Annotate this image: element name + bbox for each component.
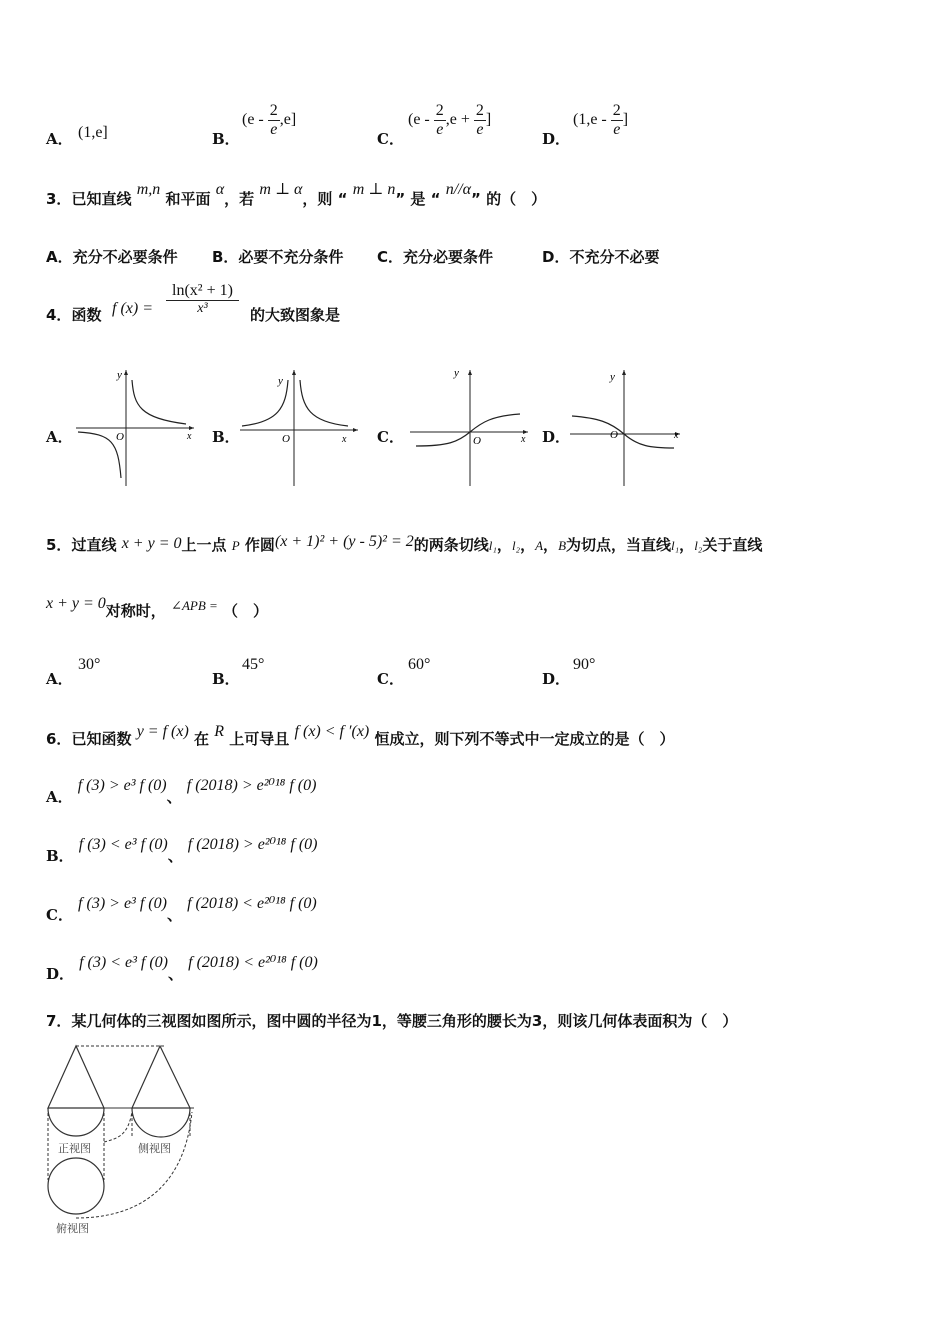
q3-option-c: C．充分必要条件 [377, 248, 494, 266]
q5-option-c-value: 60° [408, 656, 431, 673]
q2-d-pre: (1,e - [573, 110, 611, 128]
q4-den: x³ [197, 300, 208, 316]
q6-d-e2: f (2018) < e²⁰¹⁸ f (0) [188, 954, 318, 971]
q4-b-x: x [342, 434, 347, 445]
q2-option-c-label: C． [377, 130, 404, 148]
q6-a-e1: f (3) > e³ f (0) [77, 777, 167, 794]
q2-c-den2: e [476, 120, 484, 138]
q6-c-label: C． [46, 906, 73, 924]
q5-circle: (x + 1)² + (y - 5)² = 2 [274, 533, 414, 550]
q2-option-d-label: D． [542, 130, 571, 148]
q7-front-label: 正视图 [58, 1143, 91, 1155]
q5-comma2: ， [520, 536, 536, 554]
q5-option-c-label: C． [377, 670, 404, 688]
q4-graph-d [568, 366, 692, 488]
q6-a-e2: f (2018) > e²⁰¹⁸ f (0) [186, 777, 317, 794]
q5-text2: 上一点 [181, 536, 227, 554]
q5-a: A [535, 538, 544, 553]
q6-text4: 恒成立，则下列不等式中一定成立的是（ ） [374, 730, 675, 748]
q6-text1: 已知函数 [71, 730, 132, 748]
q7-text: 某几何体的三视图如图所示，图中圆的半径为1，等腰三角形的腰长为3，则该几何体表面积为（ ） [71, 1012, 738, 1030]
q3-text2: 和平面 [165, 190, 211, 208]
q4-b-y: y [278, 375, 283, 387]
q3-text3: ，若 [224, 190, 255, 208]
q5-l2: l₂ [511, 538, 521, 553]
q3-option-d: D．不充分不必要 [542, 248, 660, 266]
q2-d-den: e [613, 120, 621, 138]
q6-text3: 上可导且 [229, 730, 290, 748]
q6-option-c [46, 892, 317, 924]
q2-c-pre: (e - [408, 110, 434, 128]
q6-text2: 在 [194, 730, 210, 748]
q4-num: ln(x² + 1) [166, 282, 239, 301]
q5-option-d-label: D． [542, 670, 571, 688]
q5-text3: 作圆 [244, 536, 275, 554]
q7-number: 7． [46, 1012, 72, 1030]
q2-option-a-expr: (1,e] [78, 124, 108, 141]
q2-c-num: 2 [435, 102, 444, 119]
q6-b-label: B． [46, 847, 74, 865]
q2-b-num: 2 [269, 102, 278, 119]
q4-text2: 的大致图象是 [250, 306, 341, 324]
q6-c-e2: f (2018) < e²⁰¹⁸ f (0) [187, 895, 317, 912]
q4-stem [46, 304, 101, 325]
q5-text1: 过直线 [71, 536, 117, 554]
q4-graph-c [408, 366, 532, 488]
q6-stem [46, 723, 675, 749]
q4-text1: 函数 [71, 306, 102, 324]
q3-number: 3． [46, 190, 72, 208]
q4-a-y: y [117, 369, 122, 381]
q5-option-a-value: 30° [78, 656, 101, 673]
q4-a-o: O [116, 431, 124, 443]
q5-b: B [558, 538, 567, 553]
q4-d-y: y [610, 371, 615, 383]
q4-b-o: O [282, 433, 290, 445]
q6-c-sep: 、 [166, 906, 182, 924]
q5-number: 5． [46, 536, 72, 554]
q2-option-b-expr [242, 102, 296, 138]
q4-c-y: y [454, 367, 459, 379]
q6-b-e2: f (2018) > e²⁰¹⁸ f (0) [187, 836, 318, 853]
q5-l2b: l₂ [694, 538, 703, 553]
q6-a-label: A． [46, 788, 73, 806]
q5-line: x + y = 0 [121, 535, 182, 552]
q4-a-x: x [187, 431, 192, 442]
q5-text7: 对称时， [105, 602, 166, 620]
q5-text6: 关于直线 [702, 536, 763, 554]
q4-d-x: x [674, 430, 679, 441]
q3-text4: ，则 “ [302, 190, 348, 208]
q2-c-mid: ,e + [445, 110, 474, 128]
q3-text6: ” 的（ ） [471, 190, 547, 208]
q5-comma4: ， [679, 536, 695, 554]
q7-side-label: 侧视图 [138, 1143, 171, 1155]
q7-three-view-figure [44, 1042, 196, 1238]
q2-option-b-label: B． [212, 130, 240, 148]
q2-c-num2: 2 [475, 102, 484, 119]
q5-stem-line1 [46, 534, 762, 555]
q6-d-sep: 、 [168, 965, 184, 983]
q6-b-sep: 、 [167, 847, 183, 865]
q5-option-d-value: 90° [573, 656, 596, 673]
q5-option-a-label: A． [46, 670, 73, 688]
q4-option-c-label: C． [377, 428, 404, 446]
q3-alpha: α [215, 181, 225, 198]
q5-comma3: ， [543, 536, 559, 554]
q6-a-sep: 、 [166, 788, 182, 806]
q5-p: P [231, 538, 240, 553]
q4-d-o: O [610, 429, 618, 441]
q4-c-x: x [521, 434, 526, 445]
q2-c-den: e [436, 120, 444, 138]
q3-cond: m ⊥ α [259, 181, 303, 198]
q6-option-b [46, 833, 318, 865]
q5-option-b-value: 45° [242, 656, 265, 673]
q6-option-a [46, 774, 317, 806]
q2-option-a-label: A． [46, 130, 73, 148]
q4-option-d-label: D． [542, 428, 571, 446]
q4-graph-a [74, 366, 198, 488]
q3-mn: m,n [136, 181, 161, 198]
q5-l1: l₁ [488, 538, 497, 553]
q7-top-label: 俯视图 [56, 1223, 89, 1235]
q2-b-post: ,e] [279, 110, 297, 128]
q4-option-a-label: A． [46, 428, 73, 446]
q6-c-e1: f (3) > e³ f (0) [78, 895, 167, 912]
q2-b-den: e [270, 120, 278, 138]
q4-c-o: O [473, 435, 481, 447]
q2-option-c-expr [408, 102, 491, 138]
q7-stem [46, 1010, 737, 1031]
q3-text1: 已知直线 [71, 190, 132, 208]
q5-text4: 的两条切线 [413, 536, 489, 554]
q3-option-a: A．充分不必要条件 [46, 248, 178, 266]
q6-d-e1: f (3) < e³ f (0) [79, 954, 169, 971]
q2-option-d-expr [573, 102, 628, 138]
q3-cond2: m ⊥ n [352, 181, 396, 198]
q5-comma1: ， [496, 536, 512, 554]
q6-number: 6． [46, 730, 72, 748]
q4-option-b-label: B． [212, 428, 240, 446]
q5-line2: x + y = 0 [46, 595, 106, 612]
q4-fx: f (x) = [112, 300, 153, 317]
q5-text5: 为切点，当直线 [566, 536, 672, 554]
q2-b-pre: (e - [242, 110, 268, 128]
q6-d-label: D． [46, 965, 75, 983]
q3-text5: ” 是 “ [395, 190, 441, 208]
q2-c-post: ] [485, 110, 492, 128]
q5-option-b-label: B． [212, 670, 240, 688]
q6-r: R [214, 723, 225, 740]
q5-angle: ∠APB = [171, 598, 218, 613]
q3-cond3: n//α [445, 181, 472, 198]
q6-option-d [46, 951, 318, 983]
q5-stem-line2 [46, 595, 269, 621]
q2-d-post: ] [622, 110, 629, 128]
q6-cond: f (x) < f ′(x) [294, 723, 370, 740]
q4-number: 4． [46, 306, 72, 324]
q4-graph-b [238, 366, 362, 488]
q6-b-e1: f (3) < e³ f (0) [78, 836, 168, 853]
q5-l1b: l₁ [671, 538, 680, 553]
q3-stem [46, 181, 547, 209]
q2-d-num: 2 [612, 102, 621, 119]
q6-fn: y = f (x) [136, 723, 189, 740]
q5-text8: （ ） [223, 602, 269, 620]
q4-fraction [166, 282, 239, 316]
q3-option-b: B．必要不充分条件 [212, 248, 344, 266]
